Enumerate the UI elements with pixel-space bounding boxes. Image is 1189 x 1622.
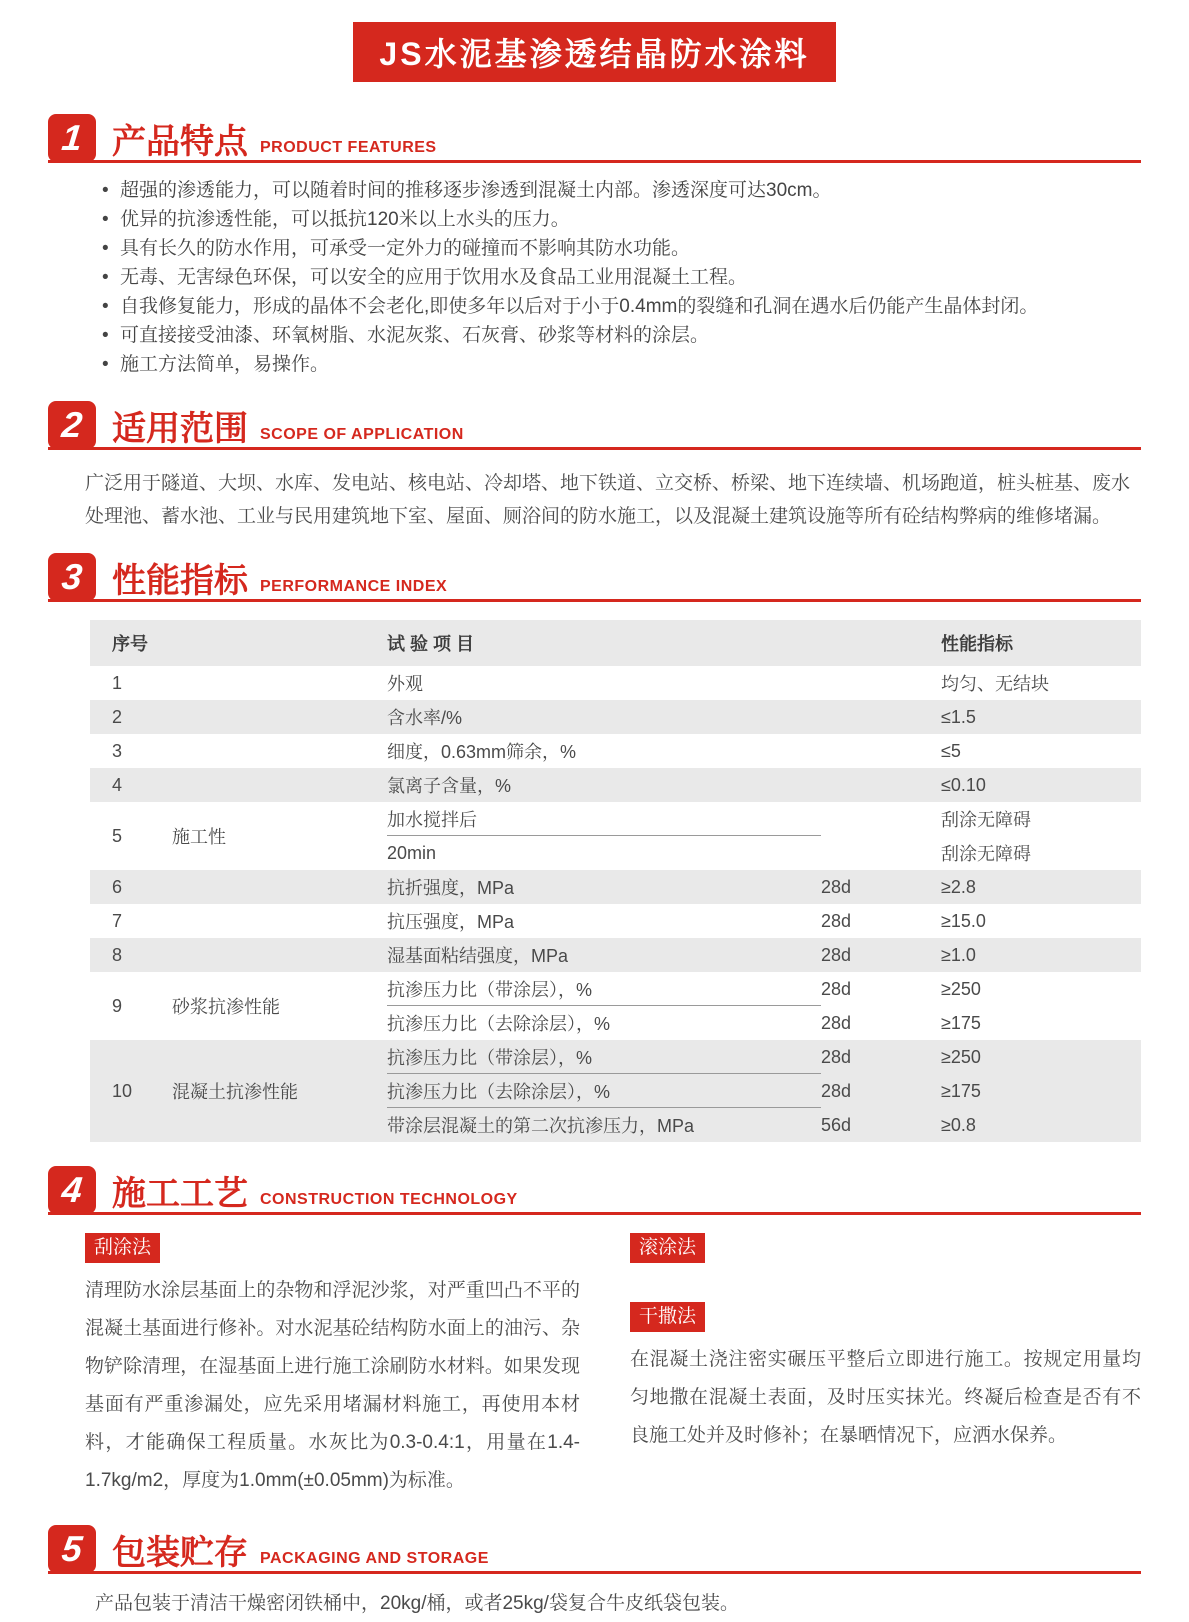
test-item-cell: 带涂层混凝土的第二次抗渗压力，MPa: [387, 1116, 695, 1136]
age-cell: 28d: [821, 1012, 852, 1033]
section-title: 产品特点: [112, 123, 248, 161]
index-value-cell: ≥250: [941, 978, 981, 999]
section-subtitle: PRODUCT FEATURES: [260, 139, 437, 156]
roll-method-badge: 滚涂法: [630, 1233, 705, 1263]
index-value-cell: ≥1.0: [941, 944, 976, 965]
row-number-cell: 4: [112, 774, 123, 795]
feature-item: [102, 321, 1141, 350]
test-item-cell: 加水搅拌后: [387, 802, 821, 836]
index-value-cell: ≥175: [941, 1080, 981, 1101]
bullet-icon: •: [102, 209, 109, 230]
feature-text: 超强的渗透能力，可以随着时间的推移逐步渗透到混凝土内部。渗透深度可达30cm。: [120, 180, 832, 201]
test-item-cell: 抗渗压力比（去除涂层），%: [387, 1014, 611, 1034]
row-subitem: [387, 1108, 1141, 1142]
scrape-method-badge: 刮涂法: [85, 1233, 160, 1263]
index-value-cell: ≥2.8: [941, 876, 976, 897]
row-subitem: [387, 1040, 1141, 1074]
section-number: 2: [59, 404, 85, 445]
row-items-cell: [387, 666, 1141, 700]
section-number: 3: [59, 556, 85, 597]
age-cell: 56d: [821, 1114, 852, 1135]
page-title: JS水泥基渗透结晶防水涂料: [353, 22, 835, 82]
section-number: 5: [59, 1528, 85, 1569]
section-number-badge: [48, 553, 96, 601]
product-datasheet: [0, 22, 1189, 1622]
index-value-cell: ≤0.10: [941, 774, 986, 795]
section-title: 适用范围: [112, 410, 248, 448]
section-subtitle: PERFORMANCE INDEX: [260, 578, 448, 595]
table-row: [90, 734, 1141, 768]
test-item-cell: 细度，0.63mm筛余，%: [387, 742, 577, 762]
index-value-cell: ≤5: [941, 740, 961, 761]
row-subitem: [387, 768, 1141, 802]
row-number-cell: 7: [112, 910, 123, 931]
feature-text: 自我修复能力，形成的晶体不会老化,即使多年以后对于小于0.4mm的裂缝和孔洞在遇水后仍能产生晶体封闭。: [120, 296, 1039, 317]
test-item-cell: 抗渗压力比（带涂层），%: [387, 972, 821, 1006]
feature-text: 可直接接受油漆、环氧树脂、水泥灰浆、石灰膏、砂浆等材料的涂层。: [120, 325, 710, 346]
row-subitem: [387, 666, 1141, 700]
packaging-body: 产品包装于清洁干燥密闭铁桶中，20kg/桶，或者25kg/袋复合牛皮纸袋包装。: [95, 1593, 739, 1614]
test-item-cell: 湿基面粘结强度，MPa: [387, 946, 569, 966]
row-subitem: [387, 938, 1141, 972]
index-value-cell: ≥250: [941, 1046, 981, 1067]
age-cell: 28d: [821, 978, 852, 999]
feature-item: [102, 234, 1141, 263]
row-group-cell: 施工性: [172, 827, 226, 847]
row-items-cell: [387, 802, 1141, 870]
test-item-cell: 20min: [387, 842, 437, 863]
row-subitem: [387, 734, 1141, 768]
row-group-cell: 混凝土抗渗性能: [172, 1082, 298, 1102]
index-value-cell: 刮涂无障碍: [941, 810, 1031, 830]
index-value-cell: 刮涂无障碍: [941, 844, 1031, 864]
row-subitem: [387, 1006, 1141, 1040]
age-cell: 28d: [821, 944, 852, 965]
row-items-cell: [387, 972, 1141, 1040]
section-subtitle: CONSTRUCTION TECHNOLOGY: [260, 1191, 518, 1208]
section-number: 4: [59, 1169, 85, 1210]
performance-table: [90, 620, 1141, 1142]
age-cell: 28d: [821, 876, 852, 897]
row-number-cell: 3: [112, 740, 123, 761]
test-item-cell: 抗渗压力比（去除涂层），%: [387, 1074, 821, 1108]
row-subitem: [387, 836, 1141, 870]
section-title: 性能指标: [112, 562, 248, 600]
bullet-icon: •: [102, 325, 109, 346]
test-item-cell: 抗压强度，MPa: [387, 912, 515, 932]
row-subitem: [387, 802, 1141, 836]
table-row: [90, 666, 1141, 700]
test-item-cell: 抗折强度，MPa: [387, 878, 515, 898]
section-header-features: [48, 114, 1141, 163]
row-items-cell: [387, 904, 1141, 938]
header-item: 试验项目: [387, 634, 479, 654]
header-index: 性能指标: [941, 634, 1013, 654]
test-item-cell: 外观: [387, 674, 423, 694]
table-row: [90, 870, 1141, 904]
row-items-cell: [387, 700, 1141, 734]
section-number: 1: [59, 117, 85, 158]
section-title: 施工工艺: [112, 1175, 248, 1213]
feature-item: [102, 292, 1141, 321]
table-header-row: [90, 620, 1141, 666]
section-header-construction: [48, 1166, 1141, 1215]
construction-columns: [85, 1233, 1141, 1500]
feature-item: [102, 205, 1141, 234]
row-items-cell: [387, 768, 1141, 802]
feature-text: 具有长久的防水作用，可承受一定外力的碰撞而不影响其防水功能。: [120, 238, 691, 259]
index-value-cell: ≤1.5: [941, 706, 976, 727]
test-item-cell: 抗渗压力比（带涂层），%: [387, 1040, 821, 1074]
bullet-icon: •: [102, 296, 109, 317]
scrape-method-block: [85, 1233, 580, 1500]
row-number-cell: 9: [112, 995, 123, 1016]
dry-method-badge: 干撒法: [630, 1302, 705, 1332]
row-items-cell: [387, 938, 1141, 972]
row-subitem: [387, 870, 1141, 904]
index-value-cell: 均匀、无结块: [941, 674, 1049, 694]
age-cell: 28d: [821, 910, 852, 931]
row-subitem: [387, 1074, 1141, 1108]
row-items-cell: [387, 1040, 1141, 1142]
row-number-cell: 1: [112, 672, 123, 693]
bullet-icon: •: [102, 238, 109, 259]
section-title: 包装贮存: [112, 1534, 248, 1572]
scope-body: 广泛用于隧道、大坝、水库、发电站、核电站、冷却塔、地下铁道、立交桥、桥梁、地下连续墙、机场跑道，桩头桩基、废水处理池、蓄水池、工业与民用建筑地下室、屋面、厕浴间的防水施工，以及混凝土建筑设施等所有砼结构弊病的维修堵漏。: [85, 473, 1131, 527]
section-header-packaging: [48, 1525, 1141, 1574]
roll-dry-method-block: [630, 1233, 1141, 1500]
table-row: [90, 938, 1141, 972]
performance-table-body: [90, 666, 1141, 1142]
section-number-badge: [48, 1166, 96, 1214]
row-number-cell: 8: [112, 944, 123, 965]
bullet-icon: •: [102, 354, 109, 375]
bullet-icon: •: [102, 180, 109, 201]
index-value-cell: ≥15.0: [941, 910, 986, 931]
row-items-cell: [387, 734, 1141, 768]
section-header-scope: [48, 401, 1141, 450]
row-number-cell: 5: [112, 825, 123, 846]
table-row: [90, 904, 1141, 938]
section-subtitle: SCOPE OF APPLICATION: [260, 426, 464, 443]
table-row: [90, 700, 1141, 734]
table-row: [90, 802, 1141, 870]
row-subitem: [387, 972, 1141, 1006]
table-row: [90, 768, 1141, 802]
test-item-cell: 含水率/%: [387, 708, 463, 728]
table-row: [90, 972, 1141, 1040]
row-number-cell: 10: [112, 1080, 133, 1101]
dry-method-text: 在混凝土浇注密实碾压平整后立即进行施工。按规定用量均匀地撒在混凝土表面，及时压实抹光。终凝后检查是否有不良施工处并及时修补；在暴晒情况下，应洒水保养。: [630, 1349, 1141, 1446]
feature-list: [102, 176, 1141, 379]
feature-item: [102, 350, 1141, 379]
feature-item: [102, 176, 1141, 205]
scrape-method-text: 清理防水涂层基面上的杂物和浮泥沙浆，对严重凹凸不平的混凝土基面进行修补。对水泥基砼结构防水面上的油污、杂物铲除清理，在湿基面上进行施工涂刷防水材料。如果发现基面有严重渗漏处，应先采用堵漏材料施工，再使用本材料，才能确保工程质量。水灰比为0.3-0.4:1，用量在1.4-1.7kg/m2，厚度为1.0mm(±0.05mm)为标准。: [85, 1280, 580, 1491]
header-no: 序号: [112, 634, 148, 654]
row-subitem: [387, 904, 1141, 938]
row-number-cell: 6: [112, 876, 123, 897]
age-cell: 28d: [821, 1046, 852, 1067]
row-group-cell: 砂浆抗渗性能: [172, 997, 280, 1017]
row-subitem: [387, 700, 1141, 734]
age-cell: 28d: [821, 1080, 852, 1101]
section-number-badge: [48, 1525, 96, 1573]
row-number-cell: 2: [112, 706, 123, 727]
feature-text: 施工方法简单，易操作。: [120, 354, 330, 375]
table-row: [90, 1040, 1141, 1142]
section-number-badge: [48, 114, 96, 162]
section-header-performance: [48, 553, 1141, 602]
row-items-cell: [387, 870, 1141, 904]
section-subtitle: PACKAGING AND STORAGE: [260, 1550, 489, 1567]
section-number-badge: [48, 401, 96, 449]
index-value-cell: ≥175: [941, 1012, 981, 1033]
bullet-icon: •: [102, 267, 109, 288]
feature-item: [102, 263, 1141, 292]
feature-text: 优异的抗渗透性能，可以抵抗120米以上水头的压力。: [120, 209, 570, 230]
index-value-cell: ≥0.8: [941, 1114, 976, 1135]
test-item-cell: 氯离子含量，%: [387, 776, 512, 796]
feature-text: 无毒、无害绿色环保，可以安全的应用于饮用水及食品工业用混凝土工程。: [120, 267, 748, 288]
